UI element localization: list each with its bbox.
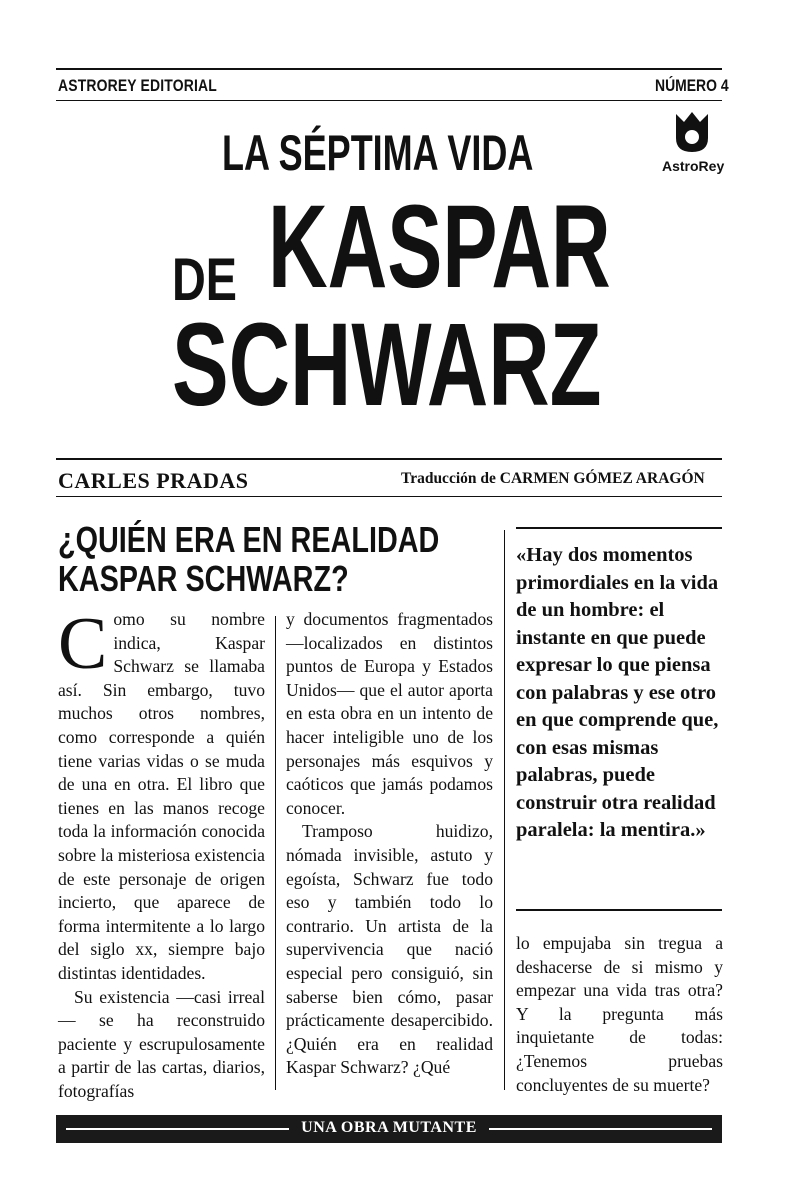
author-name: CARLES PRADAS — [58, 468, 249, 493]
paragraph: y documentos fragmentados —localizados en distintos puntos de Europa y Estados Unidos— que el autor aporta en esta obra en un intento de hacer inteligible uno de los personajes más esquivos y caóticos que jamás podamos conocer. — [286, 609, 493, 818]
title-line-3: SCHWARZ — [172, 299, 602, 431]
banner-text-wrap — [56, 1119, 722, 1137]
paragraph: Tramposo huidizo, nómada invisible, astuto y egoísta, Schwarz fue todo eso y también todo lo contrario. Un artista de la supervivencia que nació especial pero consiguió, sin saberse bien cómo, pasar prácticamente desapercibido. ¿Quién era en realidad Kaspar Schwarz? ¿Qué — [286, 821, 493, 1078]
headline-line-2: KASPAR SCHWARZ? — [58, 558, 349, 599]
paragraph — [58, 603, 265, 986]
translation-credit: Traducción de CARMEN GÓMEZ ARAGÓN — [401, 470, 705, 487]
quote-top-rule — [516, 527, 722, 529]
issue-number: NÚMERO 4 — [655, 76, 729, 95]
banner-text: UNA OBRA MUTANTE — [289, 1119, 489, 1136]
bottom-banner — [56, 1115, 722, 1143]
top-rule — [56, 68, 722, 70]
column-separator — [275, 616, 276, 1090]
crown-icon — [672, 110, 712, 154]
credits-bottom-rule — [56, 496, 722, 497]
publisher-name: ASTROREY EDITORIAL — [58, 76, 217, 95]
headline — [58, 520, 439, 598]
publisher-logo — [662, 110, 725, 174]
credits-top-rule — [56, 458, 722, 460]
column-separator — [504, 530, 505, 1090]
title-de: DE — [172, 246, 238, 313]
paragraph: Su existencia —casi irreal— se ha reconstruido paciente y escrupulosamente a partir de las cartas, diarios, fotografías — [58, 986, 265, 1101]
article-column-1 — [58, 603, 265, 1103]
paragraph: lo empujaba sin tregua a deshacerse de si mismo y empezar una vida tras otra? Y la pregunta más inquietante de todas: ¿Tenemos pruebas concluyentes de su muerte? — [516, 933, 723, 1095]
logo-text: AstroRey — [662, 158, 725, 174]
article-column-3 — [516, 932, 723, 1097]
headline-line-1: ¿QUIÉN ERA EN REALIDAD — [58, 519, 440, 560]
article-column-2 — [286, 608, 493, 1080]
drop-cap: C — [58, 603, 108, 685]
title-line-1: LA SÉPTIMA VIDA — [222, 125, 534, 181]
title-line-2: KASPAR — [268, 181, 611, 313]
header-rule — [56, 100, 722, 101]
pull-quote: «Hay dos momentos primordiales en la vida de un hombre: el instante en que puede expresar lo que piensa con palabras y ese otro en que comprende que, con esas mismas palabras, puede construir otra realidad paralela: la mentira.» — [516, 544, 719, 841]
paragraph-text: omo su nombre indica, Kaspar Schwarz se llamaba así. Sin embargo, tuvo muchos otros nombres, como corresponde a quién tiene varias vidas o se muda de una en otra. El libro que tienes en las manos recoge toda la información conocida sobre la misteriosa existencia de este personaje de origen incierto, que aparece de forma intermitente a lo largo del siglo xx, siempre bajo distintas identidades. — [58, 609, 265, 983]
quote-bottom-rule — [516, 909, 722, 911]
